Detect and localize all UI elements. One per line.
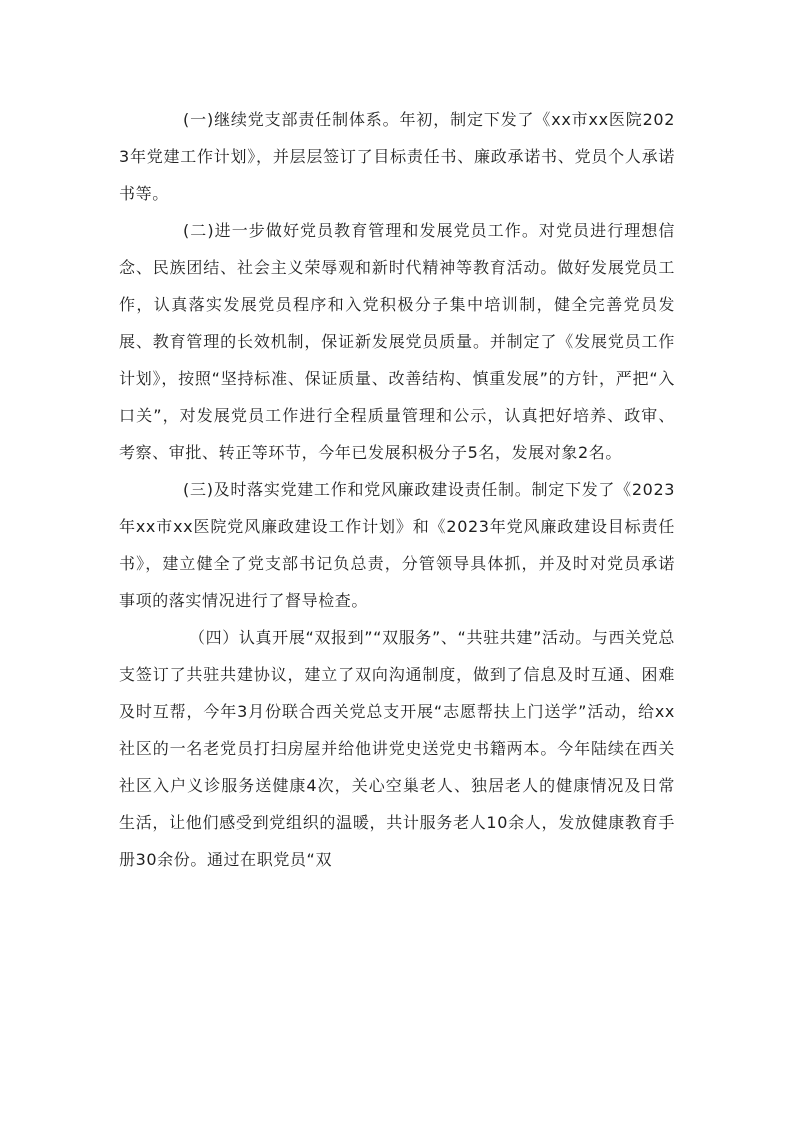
paragraph-3: (三)及时落实党建工作和党风廉政建设责任制。制定下发了《2023年xx市xx医院党风廉政建设工作计划》和《2023年党风廉政建设目标责任书》，建立健全了党支部书记负总责，分管领导具体抓，并及时对党员承诺事项的落实情况进行了督导检查。 [119, 480, 675, 610]
document-body [119, 101, 675, 878]
paragraph-4: （四）认真开展“双报到”“双服务”、“共驻共建”活动。与西关党总支签订了共驻共建协议，建立了双向沟通制度，做到了信息及时互通、困难及时互帮，今年3月份联合西关党总支开展“志愿帮扶上门送学”活动，给xx社区的一名老党员打扫房屋并给他讲党史送党史书籍两本。今年陆续在西关社区入户义诊服务送健康4次，关心空巢老人、独居老人的健康情况及日常生活，让他们感受到党组织的温暖，共计服务老人10余人，发放健康教育手册30余份。通过在职党员“双 [119, 628, 675, 869]
paragraph-1: (一)继续党支部责任制体系。年初，制定下发了《xx市xx医院2023年党建工作计划》，并层层签订了目标责任书、廉政承诺书、党员个人承诺书等。 [119, 110, 675, 203]
paragraph-2: (二)进一步做好党员教育管理和发展党员工作。对党员进行理想信念、民族团结、社会主义荣辱观和新时代精神等教育活动。做好发展党员工作，认真落实发展党员程序和入党积极分子集中培训制，健全完善党员发展、教育管理的长效机制，保证新发展党员质量。并制定了《发展党员工作计划》，按照“坚持标准、保证质量、改善结构、慎重发展”的方针，严把“入口关”，对发展党员工作进行全程质量管理和公示，认真把好培养、政审、考察、审批、转正等环节，今年已发展积极分子5名，发展对象2名。 [119, 221, 675, 462]
